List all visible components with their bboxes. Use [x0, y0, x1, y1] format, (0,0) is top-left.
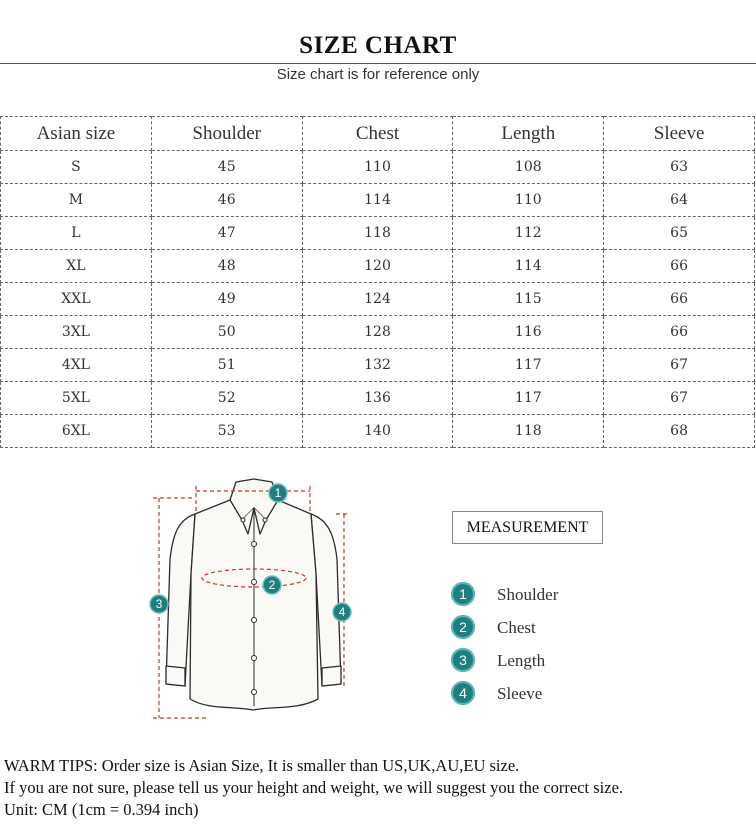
number-3-icon: 3 [451, 648, 475, 672]
table-cell: 115 [453, 283, 604, 316]
table-row [1, 250, 755, 283]
table-cell: 132 [302, 349, 453, 382]
table-cell: 118 [302, 217, 453, 250]
svg-text:3: 3 [155, 597, 163, 611]
table-cell: M [1, 184, 152, 217]
page-title: SIZE CHART [299, 32, 457, 59]
title-divider [0, 63, 756, 64]
table-cell: 49 [151, 283, 302, 316]
column-header-chest: Chest [302, 117, 453, 151]
table-cell: 45 [151, 151, 302, 184]
number-4-icon: 4 [451, 681, 475, 705]
svg-text:1: 1 [274, 486, 282, 500]
shirt-measurement-icon [148, 474, 363, 724]
table-cell: 112 [453, 217, 604, 250]
table-cell: 48 [151, 250, 302, 283]
legend-label: Sleeve [497, 684, 543, 703]
table-cell: XXL [1, 283, 152, 316]
legend-item-shoulder [451, 582, 671, 615]
table-header-row [1, 117, 755, 151]
table-cell: 51 [151, 349, 302, 382]
number-2-icon: 2 [451, 615, 475, 639]
table-row [1, 217, 755, 250]
tips-line: WARM TIPS: Order size is Asian Size, It is smaller than US,UK,AU,EU size. [4, 756, 520, 775]
table-cell: 110 [302, 151, 453, 184]
page-subtitle: Size chart is for reference only [276, 66, 480, 83]
table-cell: 50 [151, 316, 302, 349]
table-cell: 47 [151, 217, 302, 250]
table-cell: 46 [151, 184, 302, 217]
table-cell: 124 [302, 283, 453, 316]
legend-item-length [451, 648, 671, 681]
size-table [0, 116, 755, 448]
table-cell: 65 [604, 217, 755, 250]
legend-item-chest [451, 615, 671, 648]
legend-label: Chest [497, 618, 536, 637]
table-row [1, 184, 755, 217]
table-cell: 66 [604, 250, 755, 283]
table-cell: 67 [604, 382, 755, 415]
table-cell: L [1, 217, 152, 250]
table-cell: 117 [453, 349, 604, 382]
column-header-shoulder: Shoulder [151, 117, 302, 151]
column-header-asian-size: Asian size [1, 117, 152, 151]
legend-item-sleeve [451, 681, 671, 714]
table-cell: 110 [453, 184, 604, 217]
table-row [1, 349, 755, 382]
table-cell: XL [1, 250, 152, 283]
table-row [1, 415, 755, 448]
table-cell: 108 [453, 151, 604, 184]
table-row [1, 382, 755, 415]
legend-label: Shoulder [497, 585, 559, 604]
table-cell: 114 [302, 184, 453, 217]
table-cell: 4XL [1, 349, 152, 382]
table-cell: 128 [302, 316, 453, 349]
legend-label: Length [497, 651, 546, 670]
shirt-diagram [148, 474, 363, 724]
table-cell: 67 [604, 349, 755, 382]
tips-line: Unit: CM (1cm = 0.394 inch) [4, 800, 199, 819]
table-cell: 118 [453, 415, 604, 448]
table-cell: 68 [604, 415, 755, 448]
number-1-icon: 1 [451, 582, 475, 606]
svg-text:4: 4 [338, 605, 346, 619]
table-cell: 3XL [1, 316, 152, 349]
table-row [1, 151, 755, 184]
table-cell: 66 [604, 316, 755, 349]
table-cell: 5XL [1, 382, 152, 415]
table-cell: 52 [151, 382, 302, 415]
table-cell: 120 [302, 250, 453, 283]
table-cell: 63 [604, 151, 755, 184]
svg-text:2: 2 [268, 578, 276, 592]
table-cell: 6XL [1, 415, 152, 448]
table-cell: 64 [604, 184, 755, 217]
table-cell: 66 [604, 283, 755, 316]
table-cell: S [1, 151, 152, 184]
table-cell: 140 [302, 415, 453, 448]
tips-line: If you are not sure, please tell us your height and weight, we will suggest you the correct size. [4, 778, 624, 797]
table-cell: 117 [453, 382, 604, 415]
table-row [1, 316, 755, 349]
measurement-heading: MEASUREMENT [452, 511, 603, 544]
column-header-sleeve: Sleeve [604, 117, 755, 151]
table-cell: 53 [151, 415, 302, 448]
measurement-legend [451, 582, 671, 714]
table-cell: 116 [453, 316, 604, 349]
warm-tips [4, 755, 754, 821]
table-cell: 114 [453, 250, 604, 283]
column-header-length: Length [453, 117, 604, 151]
table-row [1, 283, 755, 316]
table-cell: 136 [302, 382, 453, 415]
